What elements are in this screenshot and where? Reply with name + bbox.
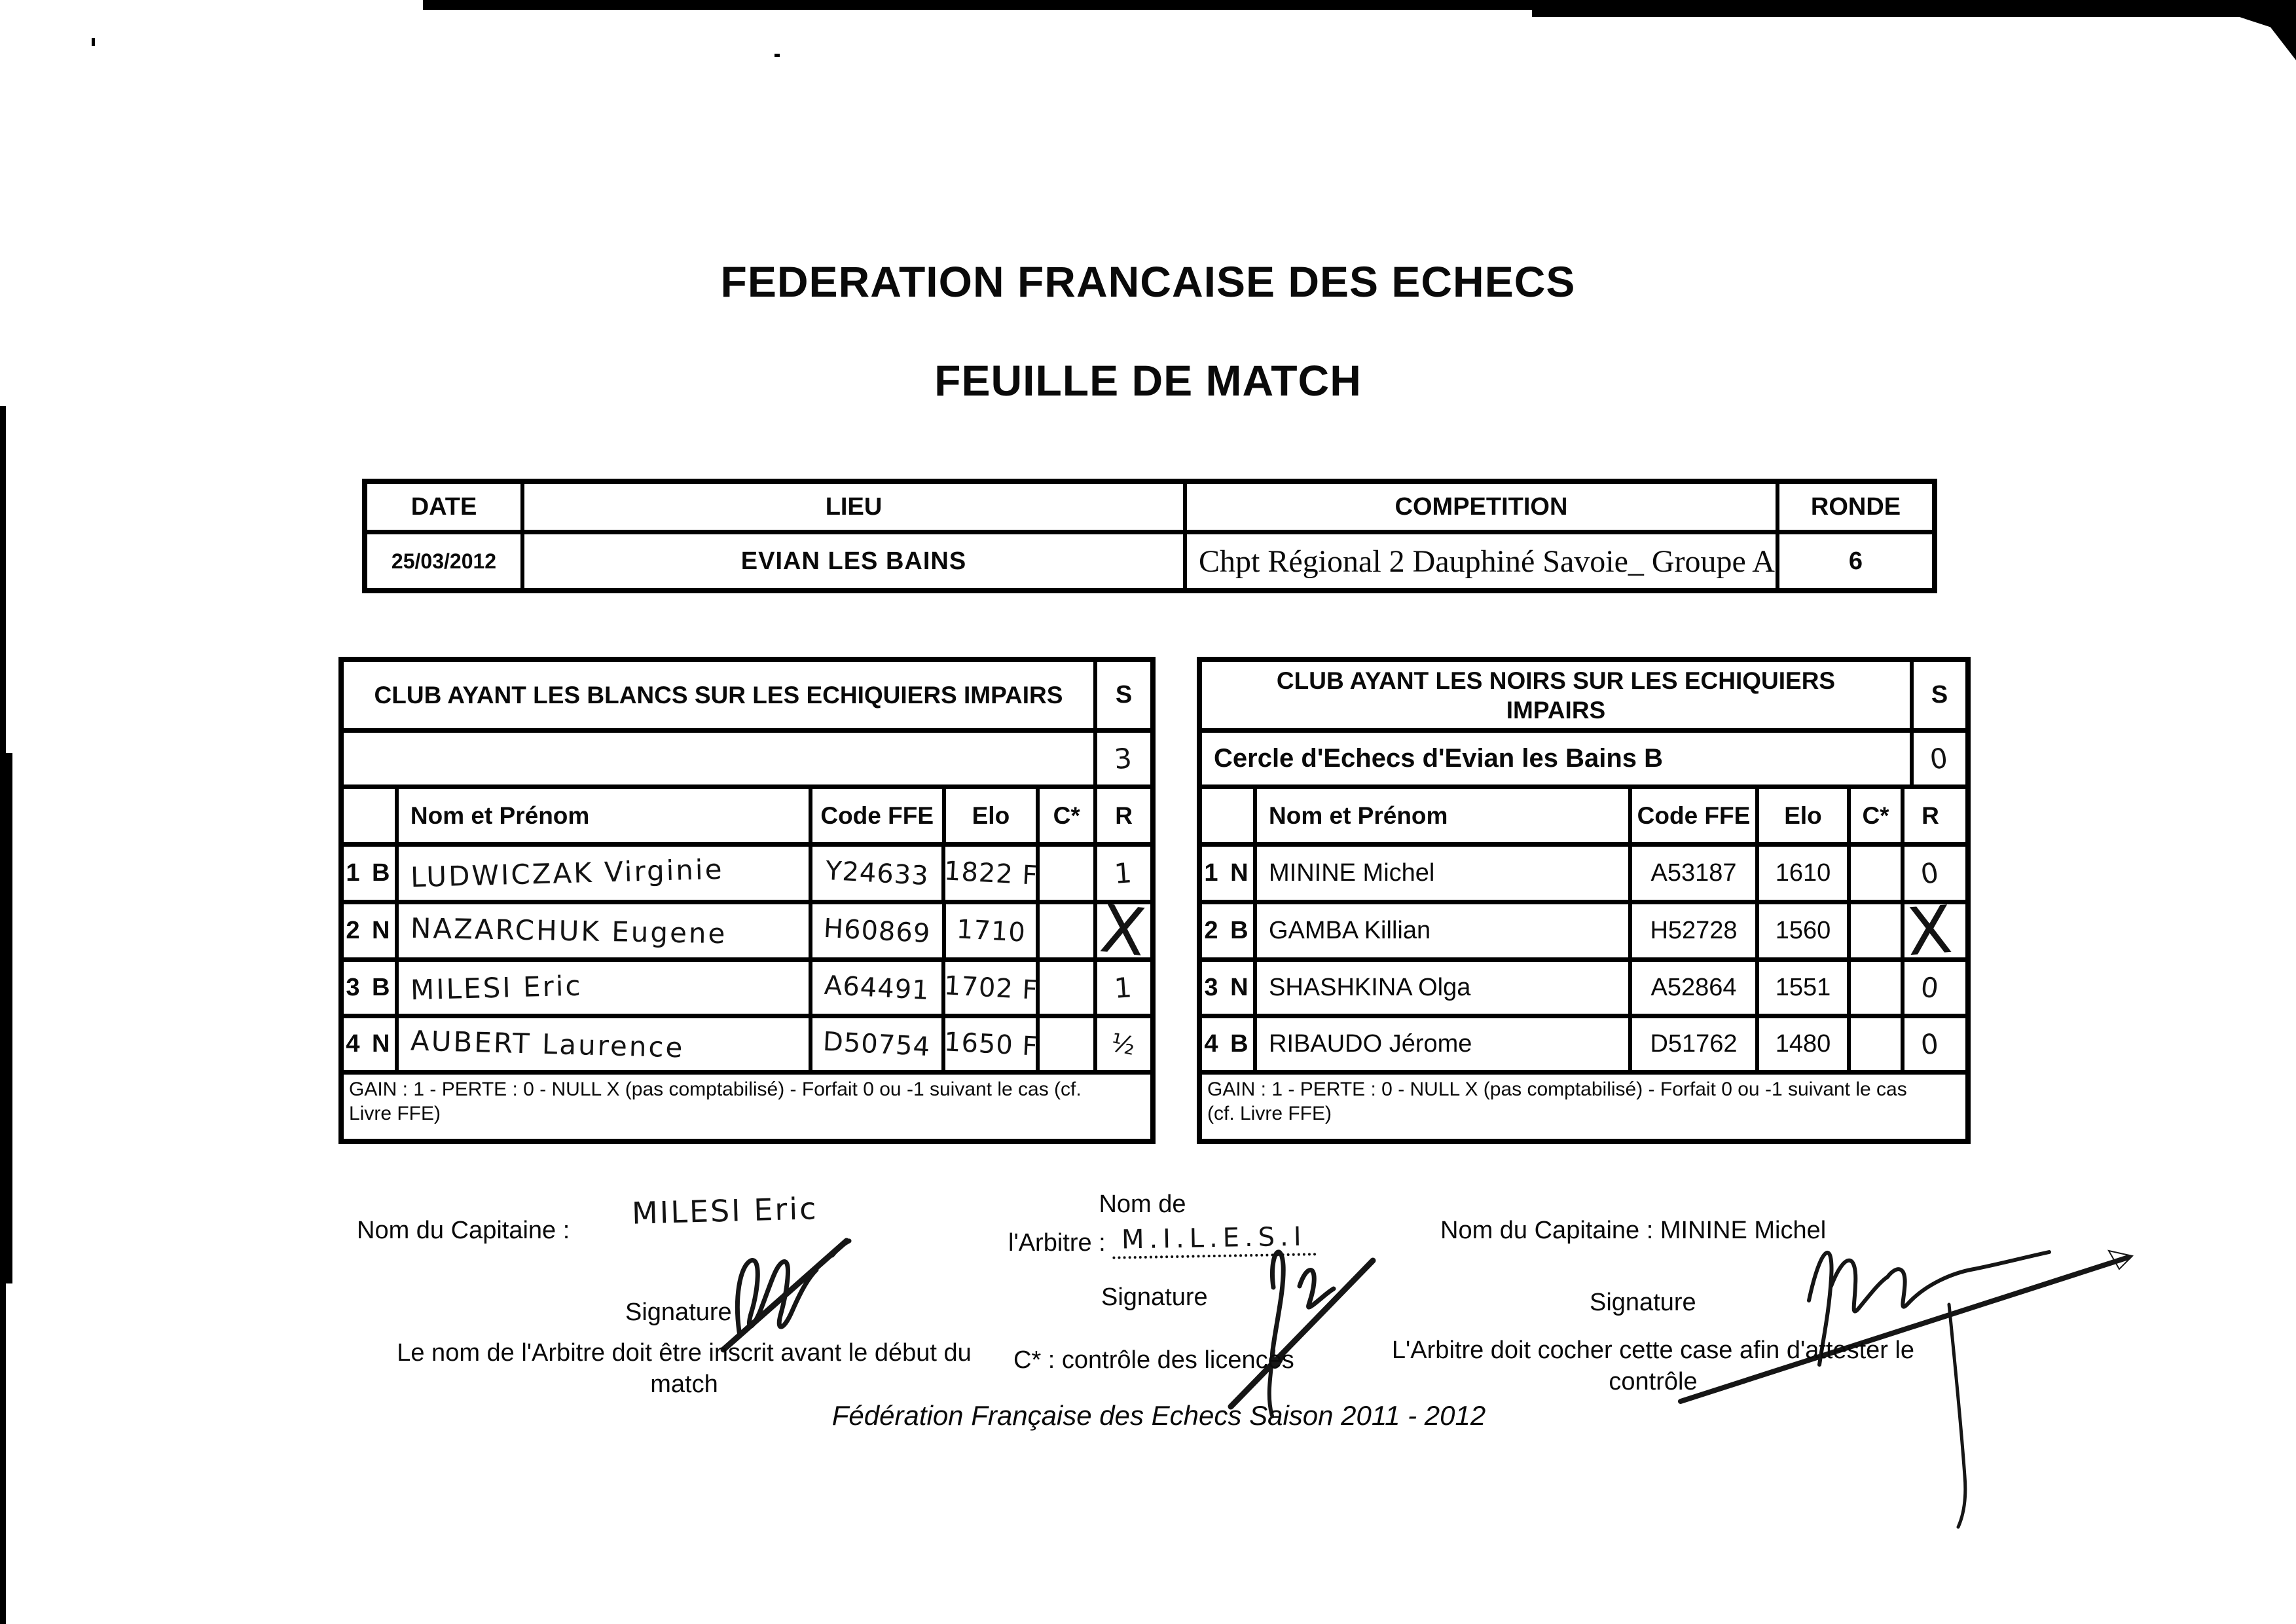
result-value: X — [1904, 891, 1957, 970]
white-colheader-row — [344, 789, 1150, 847]
black-colheader-c: C* — [1851, 789, 1904, 842]
info-header-lieu: LIEU — [524, 484, 1187, 530]
scan-artifact-corner-blob — [2239, 0, 2296, 60]
black-score: 0 — [1927, 741, 1952, 776]
player-code: H52728 — [1632, 904, 1759, 957]
table-row — [344, 847, 1150, 904]
black-club-name: Cercle d'Echecs d'Evian les Bains B — [1202, 733, 1914, 784]
white-colheader-num — [344, 789, 399, 842]
scoring-note-line2: (cf. Livre FFE) — [1207, 1103, 1332, 1124]
player-elo: 1702 F — [945, 962, 1040, 1014]
scoring-note-line1: GAIN : 1 - PERTE : 0 - NULL X (pas comptabilisé) - Forfait 0 ou -1 suivant le cas (cf. — [349, 1079, 1082, 1100]
table-row — [344, 962, 1150, 1018]
white-club-table — [338, 657, 1156, 1144]
result-value: 0 — [1919, 970, 1942, 1005]
black-colheader-name: Nom et Prénom — [1257, 789, 1632, 842]
result-value: ½ — [1108, 1027, 1140, 1061]
black-s-header: S — [1931, 681, 1948, 709]
player-elo: 1480 — [1759, 1018, 1851, 1070]
captain-right-label: Nom du Capitaine : MININE Michel — [1440, 1217, 1827, 1244]
info-header-date: DATE — [367, 484, 524, 530]
black-colheader-num — [1202, 789, 1257, 842]
licence-check — [1040, 1018, 1097, 1070]
arbiter-name-line: l'Arbitre : M.I.L.E.S.I — [1008, 1223, 1315, 1257]
table-row — [1202, 1018, 1965, 1075]
result-value: 0 — [1918, 855, 1943, 891]
signature-center-label: Signature — [1101, 1283, 1208, 1311]
licence-check — [1851, 962, 1904, 1014]
licence-check — [1851, 847, 1904, 900]
player-name: GAMBA Killian — [1257, 904, 1632, 957]
player-name: LUDWICZAK Virginie — [399, 847, 812, 900]
white-title-row — [344, 662, 1150, 733]
scoring-note-line2: Livre FFE) — [349, 1103, 441, 1124]
scan-artifact-left-strip-wide — [0, 753, 12, 1283]
info-value-ronde: 6 — [1848, 547, 1863, 575]
player-elo: 1710 — [946, 904, 1040, 957]
black-colheader-code: Code FFE — [1632, 789, 1759, 842]
table-row — [344, 890, 1152, 971]
board-number: 3 B — [344, 962, 399, 1014]
scoring-note-line1: GAIN : 1 - PERTE : 0 - NULL X (pas comptabilisé) - Forfait 0 ou -1 suivant le cas — [1207, 1079, 1907, 1100]
white-colheader-name: Nom et Prénom — [399, 789, 812, 842]
player-name: NAZARCHUK Eugene — [399, 904, 812, 957]
captain-left-label: Nom du Capitaine : — [357, 1217, 570, 1244]
arbiter-name-label: Nom de — [1099, 1190, 1186, 1218]
player-code: D50754 — [812, 1018, 946, 1070]
white-table-title: CLUB AYANT LES BLANCS SUR LES ECHIQUIERS IMPAIRS — [344, 662, 1097, 728]
info-value-competition: Chpt Régional 2 Dauphiné Savoie_ Groupe A — [1187, 534, 1779, 588]
scan-artifact-top-band-2 — [1532, 9, 2246, 17]
black-colheader-r: R — [1922, 802, 1939, 829]
white-score: 3 — [1112, 742, 1135, 775]
licence-check — [1040, 847, 1097, 900]
board-number: 1 N — [1202, 847, 1257, 900]
player-name: MILESI Eric — [399, 962, 812, 1014]
signature-right-label: Signature — [1590, 1289, 1696, 1316]
board-number: 2 B — [1202, 904, 1257, 957]
scan-artifact-speck-2 — [774, 54, 780, 57]
board-number: 1 B — [344, 847, 399, 900]
table-row — [1202, 847, 1965, 904]
licence-check — [1040, 904, 1097, 957]
signature-left-label: Signature — [625, 1299, 732, 1326]
table-row — [344, 1018, 1150, 1075]
player-elo: 1650 F — [945, 1018, 1040, 1070]
licence-control-note: C* : contrôle des licences — [1013, 1346, 1294, 1374]
board-number: 2 N — [344, 904, 399, 957]
captain-left-name-handwritten: MILESI Eric — [631, 1190, 819, 1231]
white-colheader-r: R — [1115, 802, 1133, 829]
result-value: X — [1096, 890, 1152, 971]
licence-check — [1851, 904, 1904, 957]
player-code: Y24633 — [812, 847, 946, 900]
white-colheader-code: Code FFE — [812, 789, 946, 842]
white-note-row — [344, 1075, 1150, 1139]
player-code: D51762 — [1632, 1018, 1759, 1070]
white-colheader-elo: Elo — [946, 789, 1040, 842]
player-code: A53187 — [1632, 847, 1759, 900]
licence-check — [1040, 962, 1097, 1014]
white-club-name — [344, 733, 1097, 784]
licence-check — [1851, 1018, 1904, 1070]
result-value: 1 — [1113, 857, 1135, 890]
white-club-row — [344, 733, 1150, 789]
player-code: A52864 — [1632, 962, 1759, 1014]
page-subtitle: FEUILLE DE MATCH — [934, 356, 1362, 405]
white-s-header: S — [1115, 681, 1133, 709]
player-name: RIBAUDO Jérome — [1257, 1018, 1632, 1070]
info-value-row — [367, 534, 1932, 588]
info-value-date: 25/03/2012 — [367, 534, 524, 588]
player-elo: 1551 — [1759, 962, 1851, 1014]
result-value: 0 — [1919, 1027, 1942, 1061]
player-elo: 1560 — [1759, 904, 1851, 957]
info-header-row — [367, 484, 1932, 534]
player-code: A64491 — [812, 962, 946, 1014]
table-row — [1202, 891, 1965, 970]
board-number: 4 B — [1202, 1018, 1257, 1070]
black-club-table — [1197, 657, 1971, 1144]
black-title-row — [1202, 662, 1965, 733]
white-colheader-c: C* — [1040, 789, 1097, 842]
info-table — [362, 479, 1937, 593]
signature-arbiter — [1208, 1225, 1385, 1421]
info-header-competition: COMPETITION — [1187, 484, 1779, 530]
black-colheader-row — [1202, 789, 1965, 847]
black-colheader-elo: Elo — [1759, 789, 1851, 842]
scan-artifact-speck-1 — [92, 38, 95, 46]
player-name: SHASHKINA Olga — [1257, 962, 1632, 1014]
player-elo: 1822 F — [945, 847, 1040, 900]
player-code: H60869 — [812, 904, 946, 957]
player-name: MININE Michel — [1257, 847, 1632, 900]
arbiter-note-right: L'Arbitre doit cocher cette case afin d'attester le contrôle — [1391, 1337, 1915, 1395]
info-header-ronde: RONDE — [1810, 492, 1901, 521]
footer-season: Fédération Française des Echecs Saison 2011 - 2012 — [831, 1400, 1486, 1431]
page-title: FEDERATION FRANCAISE DES ECHECS — [720, 257, 1576, 306]
board-number: 3 N — [1202, 962, 1257, 1014]
player-elo: 1610 — [1759, 847, 1851, 900]
player-name: AUBERT Laurence — [399, 1018, 812, 1070]
black-note-row — [1202, 1075, 1965, 1139]
board-number: 4 N — [344, 1018, 399, 1070]
black-club-row — [1202, 733, 1965, 789]
arbiter-note-left: Le nom de l'Arbitre doit être inscrit avant le début du match — [397, 1339, 972, 1398]
info-value-lieu: EVIAN LES BAINS — [524, 534, 1187, 588]
black-table-title: CLUB AYANT LES NOIRS SUR LES ECHIQUIERS IMPAIRS — [1202, 662, 1914, 728]
table-row — [1202, 962, 1965, 1018]
result-value: 1 — [1113, 971, 1135, 1005]
arbiter-name-handwritten: M.I.L.E.S.I — [1112, 1221, 1316, 1259]
